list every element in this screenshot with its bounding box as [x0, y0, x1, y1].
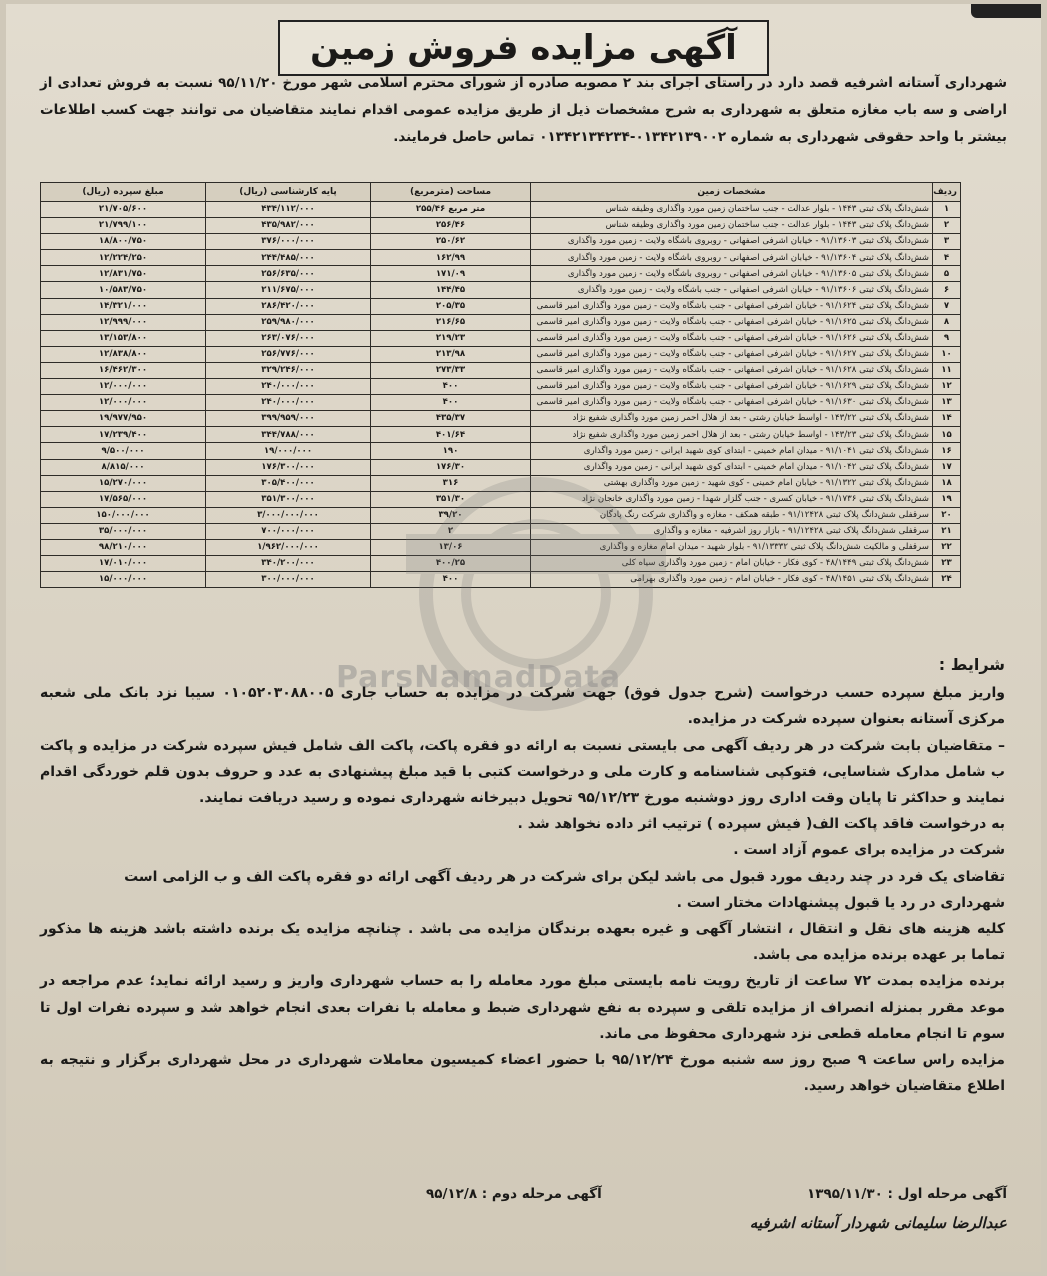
- cell-deposit: ۱۴/۳۲۱/۰۰۰: [41, 298, 206, 314]
- cell-area: ۲۱۶/۶۵: [371, 314, 531, 330]
- cell-deposit: ۱۷/۵۶۵/۰۰۰: [41, 491, 206, 507]
- table-row: [41, 298, 961, 314]
- cell-base-price: ۴۳۴/۱۱۲/۰۰۰: [206, 202, 371, 218]
- table-row: [41, 443, 961, 459]
- cell-area: ۴۰۰/۲۵: [371, 556, 531, 572]
- cell-description: شش‌دانگ پلاک ثبتی ۹۱/۱۳۶۰۵ - خیابان اشرفی اصفهانی - روبروی باشگاه ولایت - زمین مورد واگذاری: [531, 266, 933, 282]
- cell-description: شش‌دانگ پلاک ثبتی ۹۱/۱۳۶۰۳ - خیابان اشرفی اصفهانی - روبروی باشگاه ولایت - زمین مورد واگذاری: [531, 234, 933, 250]
- cell-row-number: ۴: [933, 250, 961, 266]
- cell-area: ۱۳/۰۶: [371, 539, 531, 555]
- page-title: آگهی مزایده فروش زمین: [278, 20, 769, 76]
- cell-row-number: ۵: [933, 266, 961, 282]
- cell-area: ۲۵۶/۴۶: [371, 218, 531, 234]
- col-header-area: مساحت (مترمربع): [371, 183, 531, 202]
- condition-item: شهرداری در رد یا قبول پیشنهادات مختار است .: [676, 894, 1005, 911]
- cell-deposit: ۱۲/۸۳۱/۷۵۰: [41, 266, 206, 282]
- table-row: [41, 539, 961, 555]
- cell-deposit: ۱۷/۲۳۹/۴۰۰: [41, 427, 206, 443]
- cell-description: شش‌دانگ پلاک ثبتی ۹۱/۱۶۲۴ - خیابان اشرفی اصفهانی - جنب باشگاه ولایت - زمین مورد واگذاری امیر قاسمی: [531, 298, 933, 314]
- condition-item: کلیه هزینه های نقل و انتقال ، انتشار آگهی و غیره بعهده برندگان مزایده می باشد . چنانچه مزایده یک برنده داشته باشد هزینه ها مذکور تماما بر عهده برنده مزایده می باشد.: [40, 921, 1005, 964]
- cell-row-number: ۹: [933, 330, 961, 346]
- table-row: [41, 218, 961, 234]
- table-row: [41, 379, 961, 395]
- cell-description: سرقفلی شش‌دانگ پلاک ثبتی ۹۱/۱۲۴۲۸ - بازار روز اشرفیه - مغازه و واگذاری: [531, 523, 933, 539]
- cell-description: شش‌دانگ پلاک ثبتی ۹۱/۱۳۶۰۴ - خیابان اشرفی اصفهانی - روبروی باشگاه ولایت - زمین مورد واگذاری: [531, 250, 933, 266]
- cell-deposit: ۲۱/۷۰۵/۶۰۰: [41, 202, 206, 218]
- cell-area: ۲۵۵/۴۶ متر مربع: [371, 202, 531, 218]
- watermark-text: ParsNamadData: [336, 660, 622, 695]
- cell-base-price: ۷۰۰/۰۰۰/۰۰۰: [206, 523, 371, 539]
- cell-area: ۴۰۰: [371, 572, 531, 588]
- cell-deposit: ۱۵/۲۷۰/۰۰۰: [41, 475, 206, 491]
- cell-deposit: ۹/۵۰۰/۰۰۰: [41, 443, 206, 459]
- cell-deposit: ۱۷/۰۱۰/۰۰۰: [41, 556, 206, 572]
- cell-area: ۱۷۱/۰۹: [371, 266, 531, 282]
- table-row: [41, 395, 961, 411]
- cell-description: شش‌دانگ پلاک ثبتی ۹۱/۱۳۲۲ - خیابان امام خمینی - کوی شهید - زمین مورد واگذاری بهشتی: [531, 475, 933, 491]
- cell-description: شش‌دانگ پلاک ثبتی ۹۱/۱۶۲۵ - خیابان اشرفی اصفهانی - جنب باشگاه ولایت - زمین مورد واگذاری امیر قاسمی: [531, 314, 933, 330]
- cell-base-price: ۲۴۰/۰۰۰/۰۰۰: [206, 379, 371, 395]
- cell-description: شش‌دانگ پلاک ثبتی ۱۴۳/۲۳ - اواسط خیابان رشتی - بعد از هلال احمر زمین مورد واگذاری شفیع نژاد: [531, 427, 933, 443]
- cell-description: شش‌دانگ پلاک ثبتی ۹۱/۱۳۶۰۶ - خیابان اشرفی اصفهانی - جنب باشگاه ولایت - زمین مورد واگذاری: [531, 282, 933, 298]
- cell-row-number: ۲: [933, 218, 961, 234]
- cell-base-price: ۳۲۹/۲۴۶/۰۰۰: [206, 362, 371, 378]
- cell-area: ۱۹۰: [371, 443, 531, 459]
- cell-row-number: ۱: [933, 202, 961, 218]
- cell-base-price: ۲۶۳/۰۷۶/۰۰۰: [206, 330, 371, 346]
- publication-dates: [426, 1186, 1007, 1202]
- cell-area: ۲۰۵/۳۵: [371, 298, 531, 314]
- cell-row-number: ۸: [933, 314, 961, 330]
- cell-row-number: ۱۶: [933, 443, 961, 459]
- cell-base-price: ۲۱۱/۶۷۵/۰۰۰: [206, 282, 371, 298]
- cell-row-number: ۲۳: [933, 556, 961, 572]
- conditions-section: [40, 652, 1005, 1099]
- col-header-base-price: پایه کارشناسی (ریال): [206, 183, 371, 202]
- cell-base-price: ۳۴۴/۷۸۸/۰۰۰: [206, 427, 371, 443]
- table-row: [41, 314, 961, 330]
- phase-one-date: آگهی مرحله اول : ۱۳۹۵/۱۱/۳۰: [807, 1186, 1007, 1202]
- cell-description: شش‌دانگ پلاک ثبتی ۹۱/۱۶۲۸ - خیابان اشرفی اصفهانی - جنب باشگاه ولایت - زمین مورد واگذاری امیر قاسمی: [531, 362, 933, 378]
- cell-base-price: ۴۳۵/۹۸۲/۰۰۰: [206, 218, 371, 234]
- cell-base-price: ۳۷۶/۰۰۰/۰۰۰: [206, 234, 371, 250]
- cell-area: ۴۰۱/۶۴: [371, 427, 531, 443]
- cell-row-number: ۷: [933, 298, 961, 314]
- table-row: [41, 507, 961, 523]
- condition-item: برنده مزایده بمدت ۷۲ ساعت از تاریخ رویت نامه بایستی مبلغ مورد معامله را به حساب شهرداری واریز و رسید ارائه نماید؛ عدم مراجعه در موعد مقرر بمنزله انصراف از مزایده تلقی و سپرده به نفع شهرداری ضبط و معامله با نفرات بعدی انجام خواهد شد و سپرده نفرات اول تا سوم تا انجام معامله قطعی نزد شهرداری محفوظ می ماند.: [40, 973, 1005, 1042]
- col-header-deposit: مبلغ سپرده (ریال): [41, 183, 206, 202]
- cell-area: ۲۱۹/۲۳: [371, 330, 531, 346]
- cell-deposit: ۱۳/۱۵۳/۸۰۰: [41, 330, 206, 346]
- cell-base-price: ۱/۹۶۲/۰۰۰/۰۰۰: [206, 539, 371, 555]
- cell-row-number: ۱۸: [933, 475, 961, 491]
- cell-base-price: ۳۰۰/۰۰۰/۰۰۰: [206, 572, 371, 588]
- cell-deposit: ۱۸/۸۰۰/۷۵۰: [41, 234, 206, 250]
- cell-row-number: ۶: [933, 282, 961, 298]
- cell-base-price: ۲۵۹/۹۸۰/۰۰۰: [206, 314, 371, 330]
- cell-row-number: ۳: [933, 234, 961, 250]
- cell-description: شش‌دانگ پلاک ثبتی ۹۱/۱۰۴۲ - میدان امام خمینی - ابتدای کوی شهید ایرانی - زمین مورد واگذاری: [531, 459, 933, 475]
- condition-item: مزایده راس ساعت ۹ صبح روز سه شنبه مورخ ۹۵/۱۲/۲۴ با حضور اعضاء کمیسیون معاملات شهرداری در محل شهرداری برگزار و نتیجه به اطلاع متقاضیان خواهد رسید.: [40, 1052, 1005, 1095]
- intro-paragraph: شهرداری آستانه اشرفیه قصد دارد در راستای اجرای بند ۲ مصوبه صادره از شورای محترم اسلامی شهر مورخ ۹۵/۱۱/۲۰ نسبت به فروش تعدادی از اراضی و سه باب مغازه متعلق به شهرداری به شرح مشخصات ذیل از طریق مزایده عمومی اقدام نمایند متقاضیان می توانند جهت کسب اطلاعات بیشتر با واحد حقوقی شهرداری به شماره ۰۱۳۴۲۱۳۹۰۰۲-۰۱۳۴۲۱۳۴۲۳۴ تماس حاصل فرمایند.: [40, 75, 1007, 145]
- lots-table: [40, 182, 961, 588]
- cell-deposit: ۱۲/۸۳۸/۸۰۰: [41, 346, 206, 362]
- table-row: [41, 362, 961, 378]
- cell-description: شش‌دانگ پلاک ثبتی ۴۸/۱۴۵۱ - کوی فکار - خیابان امام - زمین مورد واگذاری بهرامی: [531, 572, 933, 588]
- cell-row-number: ۲۰: [933, 507, 961, 523]
- cell-description: شش‌دانگ پلاک ثبتی ۱۴۴۳ - بلوار عدالت - جنب ساختمان زمین مورد واگذاری وظیفه شناس: [531, 202, 933, 218]
- table-header-row: [41, 183, 961, 202]
- table-row: [41, 234, 961, 250]
- cell-base-price: ۱۹/۰۰۰/۰۰۰: [206, 443, 371, 459]
- col-header-row-number: ردیف: [933, 183, 961, 202]
- cell-deposit: ۱۲/۰۰۰/۰۰۰: [41, 379, 206, 395]
- col-header-description: مشخصات زمین: [531, 183, 933, 202]
- cell-description: شش‌دانگ پلاک ثبتی ۹۱/۱۶۲۹ - خیابان اشرفی اصفهانی - جنب باشگاه ولایت - زمین مورد واگذاری امیر قاسمی: [531, 379, 933, 395]
- cell-base-price: ۱۷۶/۳۰۰/۰۰۰: [206, 459, 371, 475]
- cell-row-number: ۱۹: [933, 491, 961, 507]
- cell-area: ۲۷۳/۳۳: [371, 362, 531, 378]
- cell-deposit: ۱۲/۹۹۹/۰۰۰: [41, 314, 206, 330]
- cell-deposit: ۳۵/۰۰۰/۰۰۰: [41, 523, 206, 539]
- condition-item: – متقاضیان بابت شرکت در هر ردیف آگهی می بایستی نسبت به ارائه دو فقره پاکت، پاکت الف شامل فیش سپرده شرکت در مزایده و پاکت ب شامل مدارک شناسایی، فتوکپی شناسنامه و کارت ملی و درخواست کتبی با قید مبلغ پیشنهادی به عدد و حروف بدون قلم خوردگی اقدام نمایند و حداکثر تا پایان وقت اداری روز دوشنبه مورخ ۹۵/۱۲/۲۳ تحویل دبیرخانه شهرداری نموده و رسید دریافت نمایند.: [40, 737, 1005, 807]
- cell-base-price: ۳۴۰/۲۰۰/۰۰۰: [206, 556, 371, 572]
- cell-area: ۲: [371, 523, 531, 539]
- cell-description: شش‌دانگ پلاک ثبتی ۹۱/۱۰۴۱ - میدان امام خمینی - ابتدای کوی شهید ایرانی - زمین مورد واگذاری: [531, 443, 933, 459]
- cell-area: ۲۵۰/۶۲: [371, 234, 531, 250]
- cell-deposit: ۱۶/۴۶۲/۳۰۰: [41, 362, 206, 378]
- clipping-edge: [971, 4, 1041, 18]
- cell-deposit: ۱۵/۰۰۰/۰۰۰: [41, 572, 206, 588]
- cell-description: شش‌دانگ پلاک ثبتی ۹۱/۱۶۲۶ - خیابان اشرفی اصفهانی - جنب باشگاه ولایت - زمین مورد واگذاری امیر قاسمی: [531, 330, 933, 346]
- table-row: [41, 250, 961, 266]
- cell-area: ۳۵۱/۳۰: [371, 491, 531, 507]
- cell-row-number: ۱۳: [933, 395, 961, 411]
- cell-area: ۴۰۰: [371, 395, 531, 411]
- cell-description: سرقفلی و مالکیت شش‌دانگ پلاک ثبتی ۹۱/۱۳۳۳۲ - بلوار شهید - میدان امام مغازه و واگذاری: [531, 539, 933, 555]
- condition-item: شرکت در مزایده برای عموم آزاد است .: [733, 842, 1005, 859]
- cell-area: ۱۷۶/۳۰: [371, 459, 531, 475]
- table-row: [41, 202, 961, 218]
- cell-row-number: ۲۴: [933, 572, 961, 588]
- cell-area: ۱۶۲/۹۹: [371, 250, 531, 266]
- cell-row-number: ۱۲: [933, 379, 961, 395]
- cell-row-number: ۲۱: [933, 523, 961, 539]
- cell-row-number: ۱۴: [933, 411, 961, 427]
- cell-deposit: ۱۹/۹۷۷/۹۵۰: [41, 411, 206, 427]
- cell-deposit: ۲۱/۷۹۹/۱۰۰: [41, 218, 206, 234]
- title-area: [6, 20, 1041, 76]
- cell-description: شش‌دانگ پلاک ثبتی ۹۱/۱۷۳۶ - خیابان کسری - جنب گلزار شهدا - زمین مورد واگذاری خانجان نژاد: [531, 491, 933, 507]
- cell-row-number: ۱۰: [933, 346, 961, 362]
- cell-row-number: ۱۷: [933, 459, 961, 475]
- cell-row-number: ۲۲: [933, 539, 961, 555]
- cell-deposit: ۱۰/۵۸۳/۷۵۰: [41, 282, 206, 298]
- conditions-heading: شرایط :: [938, 655, 1005, 674]
- cell-deposit: ۱۲/۲۲۴/۲۵۰: [41, 250, 206, 266]
- cell-description: شش‌دانگ پلاک ثبتی ۹۱/۱۶۳۰ - خیابان اشرفی اصفهانی - جنب باشگاه ولایت - زمین مورد واگذاری امیر قاسمی: [531, 395, 933, 411]
- cell-area: ۴۳۵/۳۷: [371, 411, 531, 427]
- table-row: [41, 491, 961, 507]
- cell-base-price: ۲۴۰/۰۰۰/۰۰۰: [206, 395, 371, 411]
- cell-row-number: ۱۵: [933, 427, 961, 443]
- cell-description: سرقفلی شش‌دانگ پلاک ثبتی ۹۱/۱۲۴۲۸ - طبقه همکف - مغازه و واگذاری شرکت رنگ پادگان: [531, 507, 933, 523]
- cell-base-price: ۳۰۵/۴۰۰/۰۰۰: [206, 475, 371, 491]
- table-row: [41, 346, 961, 362]
- cell-area: ۴۰۰: [371, 379, 531, 395]
- cell-base-price: ۲۸۶/۴۲۰/۰۰۰: [206, 298, 371, 314]
- cell-area: ۳۱۶: [371, 475, 531, 491]
- cell-deposit: ۱۲/۰۰۰/۰۰۰: [41, 395, 206, 411]
- phase-two-date: آگهی مرحله دوم : ۹۵/۱۲/۸: [426, 1186, 602, 1202]
- condition-item: به درخواست فاقد پاکت الف( فیش سپرده ) ترتیب اثر داده نخواهد شد .: [517, 816, 1005, 833]
- cell-base-price: ۲۴۴/۴۸۵/۰۰۰: [206, 250, 371, 266]
- cell-area: ۱۴۴/۴۵: [371, 282, 531, 298]
- table-row: [41, 459, 961, 475]
- table-row: [41, 572, 961, 588]
- cell-description: شش‌دانگ پلاک ثبتی ۹۱/۱۶۲۷ - خیابان اشرفی اصفهانی - جنب باشگاه ولایت - زمین مورد واگذاری امیر قاسمی: [531, 346, 933, 362]
- cell-base-price: ۲۵۶/۶۳۵/۰۰۰: [206, 266, 371, 282]
- mayor-signature: عبدالرضا سلیمانی شهردار آستانه اشرفیه: [749, 1214, 1007, 1232]
- table-row: [41, 330, 961, 346]
- table-row: [41, 427, 961, 443]
- cell-row-number: ۱۱: [933, 362, 961, 378]
- table-row: [41, 411, 961, 427]
- lots-table-body: [41, 202, 961, 588]
- cell-area: ۲۱۳/۹۸: [371, 346, 531, 362]
- cell-description: شش‌دانگ پلاک ثبتی ۱۴۳/۲۲ - اواسط خیابان رشتی - بعد از هلال احمر زمین مورد واگذاری شفیع نژاد: [531, 411, 933, 427]
- cell-area: ۳۹/۲۰: [371, 507, 531, 523]
- cell-description: شش‌دانگ پلاک ثبتی ۱۴۴۳ - بلوار عدالت - جنب ساختمان زمین مورد واگذاری وظیفه شناس: [531, 218, 933, 234]
- cell-deposit: ۹۸/۲۱۰/۰۰۰: [41, 539, 206, 555]
- condition-item: تقاضای یک فرد در چند ردیف مورد قبول می باشد لیکن برای شرکت در هر ردیف آگهی ارائه دو فقره پاکت الف و ب الزامی است: [124, 868, 1005, 885]
- cell-base-price: ۲۵۶/۷۷۶/۰۰۰: [206, 346, 371, 362]
- cell-deposit: ۱۵۰/۰۰۰/۰۰۰: [41, 507, 206, 523]
- condition-item: واریز مبلغ سپرده حسب درخواست (شرح جدول فوق) جهت شرکت در مزایده به حساب جاری ۰۱۰۵۲۰۳۰۸۸۰۰۵ سیبا نزد بانک ملی شعبه مرکزی آستانه بعنوان سپرده شرکت در مزایده.: [40, 685, 1005, 728]
- cell-description: شش‌دانگ پلاک ثبتی ۴۸/۱۴۴۹ - کوی فکار - خیابان امام - زمین مورد واگذاری سیاه کلی: [531, 556, 933, 572]
- table-row: [41, 556, 961, 572]
- table-row: [41, 266, 961, 282]
- cell-deposit: ۸/۸۱۵/۰۰۰: [41, 459, 206, 475]
- table-row: [41, 523, 961, 539]
- table-row: [41, 282, 961, 298]
- cell-base-price: ۳۵۱/۳۰۰/۰۰۰: [206, 491, 371, 507]
- cell-base-price: ۳۹۹/۹۵۹/۰۰۰: [206, 411, 371, 427]
- newspaper-clipping: [6, 4, 1041, 1272]
- cell-base-price: ۳/۰۰۰/۰۰۰/۰۰۰: [206, 507, 371, 523]
- table-row: [41, 475, 961, 491]
